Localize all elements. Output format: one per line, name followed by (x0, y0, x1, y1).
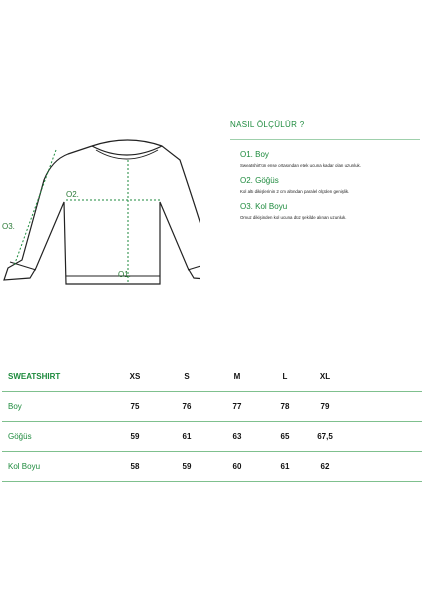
guide-label-1: O1. (118, 270, 131, 279)
value-cell: 61 (182, 432, 192, 441)
value-cell: 79 (320, 402, 330, 411)
divider (230, 139, 420, 140)
row-divider (2, 481, 422, 482)
value-cell: 67,5 (317, 432, 333, 441)
measure-3-description: Omuz dikişinden kol ucuna düz şekilde alınan uzunluk. (240, 215, 347, 220)
row-label: Kol Boyu (8, 462, 41, 471)
guide-label-3: O3. (2, 222, 15, 231)
value-cell: 65 (280, 432, 290, 441)
size-m: M (233, 372, 241, 381)
measure-2-description: Kol altı dikişlerinin 2 cm altından paralel ölçülen genişlik. (240, 189, 350, 194)
value-cell: 61 (280, 462, 290, 471)
value-cell: 62 (320, 462, 330, 471)
value-cell: 78 (280, 402, 290, 411)
table-row (0, 422, 424, 452)
guide-title: NASIL ÖLÇÜLÜR ? (230, 120, 305, 129)
value-cell: 63 (232, 432, 242, 441)
size-table (0, 362, 424, 482)
value-cell: 58 (130, 462, 140, 471)
table-row (0, 392, 424, 422)
measurement-guide (230, 120, 420, 228)
sweatshirt-diagram (0, 120, 200, 310)
row-label: Boy (8, 402, 22, 411)
size-s: S (184, 372, 190, 381)
size-xl: XL (319, 372, 331, 381)
table-title: SWEATSHIRT (8, 372, 61, 381)
value-cell: 75 (130, 402, 140, 411)
sweatshirt-outline (0, 120, 200, 310)
measure-1-heading: O1. Boy (240, 150, 269, 159)
measure-1-description: Sweatshirt'ün ense ortasından etek ucuna kadar olan uzunluk. (240, 163, 361, 168)
size-xs: XS (129, 372, 141, 381)
measure-2-heading: O2. Göğüs (240, 176, 279, 185)
value-cell: 59 (130, 432, 140, 441)
value-cell: 77 (232, 402, 242, 411)
measure-3-heading: O3. Kol Boyu (240, 202, 288, 211)
value-cell: 60 (232, 462, 242, 471)
value-cell: 76 (182, 402, 192, 411)
value-cell: 59 (182, 462, 192, 471)
size-l: L (282, 372, 288, 381)
row-label: Göğüs (8, 432, 32, 441)
table-row (0, 452, 424, 482)
guide-label-2: O2. (66, 190, 79, 199)
size-table-header (0, 362, 424, 392)
